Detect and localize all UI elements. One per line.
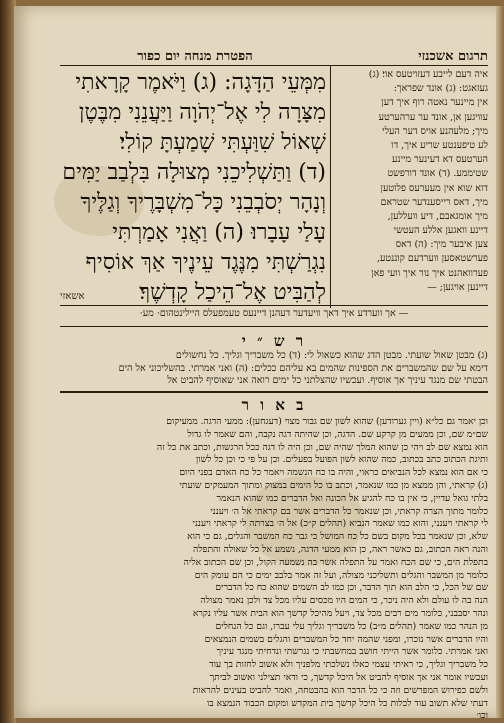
biur-line: ונהר יסבבני, כלומר מים רבים מכל צד, ויעל מהיכל קדשך הוא הבית אשר עליו נקרא <box>192 607 488 619</box>
translation-line: דיינען אויגען; — <box>427 281 488 293</box>
translation-line: געזאגט: (ג) אונד שפראך: <box>393 83 488 95</box>
main-text-line: מִמְּעֵי הַדָּגָה: (ג) וַיֹּאמֶר קָרָאתִי <box>75 70 326 95</box>
biur-line: לי קראתי ויענני, והוא כמו שאמר הנביא (תהלים ק״כ) אל ה׳ בצרתה לי קראתי ויענני <box>192 518 488 530</box>
translation-line: לע טיפענטע שריע איך, דו <box>391 139 488 151</box>
translation-line: פערוואהנט איך נור איך וועי פאן <box>371 267 488 279</box>
section-rule <box>60 326 488 327</box>
translation-line: דיינע וואגען אללע העטשי <box>393 225 488 237</box>
main-text-line: עָלַי עָבָרוּ׃ (ה) וַאֲנִי אָמַרְתִּי <box>112 220 326 245</box>
translation-line: הערטעס דא דעינער מיינע <box>391 154 488 166</box>
biur-line: וכן יאמר גם כל״א (ויין גערודען) שהוא לשון שם גבור מצוי (דעגחען): ממעי הדגה. ממעיקום <box>166 416 488 427</box>
translation-line: מיך; מלעהנע אויס דער העלי <box>382 125 488 137</box>
main-text-line: שְׁאוֹל שִׁוַּעְתִּי שָׁמַעְתָּ קוֹלִי׃ <box>119 130 326 155</box>
column-divider <box>330 66 331 308</box>
main-text-line: לְהַבִּיט אֶל־הֵיכַל קָדְשֶׁךָ׃ <box>139 280 326 305</box>
biur-line: הנה בה לו עולם ולא היה ניכר, כי המים היו מכסים עליו מכל צד ולכן נאמר מצולה <box>200 595 488 607</box>
header-rule <box>60 65 488 66</box>
main-text-line: (ד) וַתַּשְׁלִיכֵנִי מְצוּלָה בִּלְבַב יַמִּים <box>62 160 326 185</box>
biur-line: כי אם הוא נמצא לכל הנביאים כראוי, והיה בו כח הנשמה ויאמר כל כח האדם בפני היום <box>179 467 488 479</box>
section-rule <box>60 305 488 306</box>
rashi-line: (ג) מבטן שאול שועתי. מבטן הדג שהוא כשאול לי: (ד) כל משבריך וגליך. כל נחשולים <box>175 350 488 361</box>
section-rule <box>60 391 488 393</box>
biur-line: והיו הדברים אשר נזכרו, ומפני שהמה יחד כל המשברים והגלים בשמים הנמצאים <box>204 633 488 645</box>
rashi-commentary <box>60 350 488 388</box>
biur-line: בתפלת הים, כי שם הכח ואמר על התפלה אשר בה נשמעה הקול, וכן שם הכתוב אליה <box>183 556 488 568</box>
biur-line: והנה ראה הכתוב, גם כאשר ראה, כן הוא ממעי הדגה, נשמע אל כל שאולה והתפלה <box>193 543 488 555</box>
biur-line: כלומר מתוך הצרה קראתי, וכן שנאמר כל הדברים אשר בם קראתי אל ה׳ ויענני <box>210 505 488 517</box>
translation-line: פערשטאסען ווערדעם קוננטע, <box>376 253 488 265</box>
main-text-line: וְנָהָר יְסֹבְבֵנִי כָּל־מִשְׁבָּרֶיךָ וְגַלֶּיךָ <box>80 190 326 215</box>
biur-line: ועכשיו אומר אני אך אוסיף להביט אל היכל קדשך, כי ודאי תצילני ואשוב לביתך <box>209 671 488 683</box>
rashi-heading: ר ש ״ י <box>241 332 307 350</box>
main-text-line: מִצָּרָה לִי אֶל־יְהֹוָה וַיַּעֲנֵנִי מִבֶּטֶן <box>78 100 326 125</box>
catchword: אשאזי <box>60 291 85 302</box>
running-header-left: הפטרת מנחה יום כפור <box>137 49 253 64</box>
translation-line: צען איבער מיך: (ה) דאס <box>395 239 488 251</box>
biur-line: מן הנהר כמו שאמר (תהלים מ״ב) כל משבריך וגליך עלי עברו, וגם כל הנחלים <box>215 620 488 632</box>
translation-line: אין מיינער נאטה רוף איך דען <box>381 97 488 109</box>
rashi-line: דימא על שם שהמשברים את הספינות שהמים בא עליהם ככלים: (ה) ואני אמרתי. בהשליכוני אל הים <box>118 362 488 374</box>
translation-line: מיך אומגאבם, דיע וועללען, <box>387 210 488 222</box>
biur-line: ואני אמרתי. כלומר אשר הייתי חושב במחשבתי כי נגרשתי ונדחיתי מנגד עיניך <box>216 646 488 658</box>
biur-line: בלתי גואל עדיין, כי אין בו כח להגיע אל הכונה ואל הדברים כמו שהוא הנאמר <box>216 492 488 504</box>
translation-line: עוויגען אן, אונד ער ערהערטע <box>378 111 488 123</box>
running-header-right: תרגום אשכנזי <box>418 49 488 64</box>
translation-continuation: — אך ווערדע איך דאך וויעדער דעהנן דיינעס טעמפעלס היילינטהום· מע· <box>139 308 409 319</box>
main-text-line: נִגְרַשְׁתִּי מִנֶּגֶד עֵינֶיךָ אַךְ אוֹסִיף <box>85 250 326 275</box>
translation-line: מיך, דאס רייסענדער שטראם <box>380 196 488 208</box>
biur-heading: ב א ו ר <box>241 396 307 414</box>
biur-line: ולשם כפירוש המפרשים וזה כי כל הדבר הוא בהבטחה, ואמר להביט בעינים להראות <box>192 684 488 696</box>
biur-line: כלומר מן המשבר והגלים ותשליכני מצולה, ועל זה אמר בלבב ימים כי הם עומק הים <box>194 569 488 581</box>
translation-line: איה דעם לייבע דעזויטעס אוי׃ (ג) <box>368 69 488 80</box>
biur-line: שם של הכל, כי הלב הוא תוך הדבר, וכן כמו לב השמים שהוא כח כל הדברים <box>215 582 488 594</box>
biur-line: שם״מ שם, וכן ממעים מן קרקע שם. הדגה, וכן שהיתה דגה נקבה, והם שאמר לו גדול <box>187 428 488 440</box>
biur-line: כל משבריך וגליך, כי ראיתי עצמי כאלו נשלכתי מלפניך ולא אשוב לחזות בך עוד <box>209 659 488 671</box>
translation-line: שטיממע. (ד) אונד דורפשט <box>387 168 488 180</box>
translation-column <box>336 68 488 295</box>
biur-line: ותיגת הכתוב כתב בכתוב, כמה שהוא לשון הפועל בפעלים. וכן על פי כי וכן כל לשון <box>195 454 488 466</box>
biur-line: שלא, וכן שנאמר בכל מקום בשם כל כח המושל כי גבר כח המשבר והגלים, גם כי הוא <box>187 531 488 543</box>
biur-line: דעתי שלא תשוב עוד לכלות כל היכל קדשך בית המקדש ומקום הכבוד הנמצא בו <box>206 697 488 709</box>
biur-line: (ג) קראתי, והן ממצא מן כמו שנאמר, וכתב בו כל הימים במצוק ומתוך המעמקים שועתי <box>179 479 488 491</box>
biur-commentary <box>60 416 488 723</box>
page-edge <box>496 6 504 718</box>
rashi-line: הבטתי שם מנגד עיניך אך אוסיף. ועכשיו שהצלתני כל ימים רואה אני שאוסיף להביט אל <box>167 375 488 386</box>
main-hebrew-text <box>60 68 326 308</box>
translation-line: דוא שוא אין מעערעס פלוטען <box>380 182 488 194</box>
biur-line: הוא נמצא שם לב ויהי כן שהוא המלך שהיה שם, וכן היה לו דגה ככל הרגשות, וכתב את כל זה <box>156 441 488 453</box>
biur-line: וכו׳ <box>476 710 488 722</box>
